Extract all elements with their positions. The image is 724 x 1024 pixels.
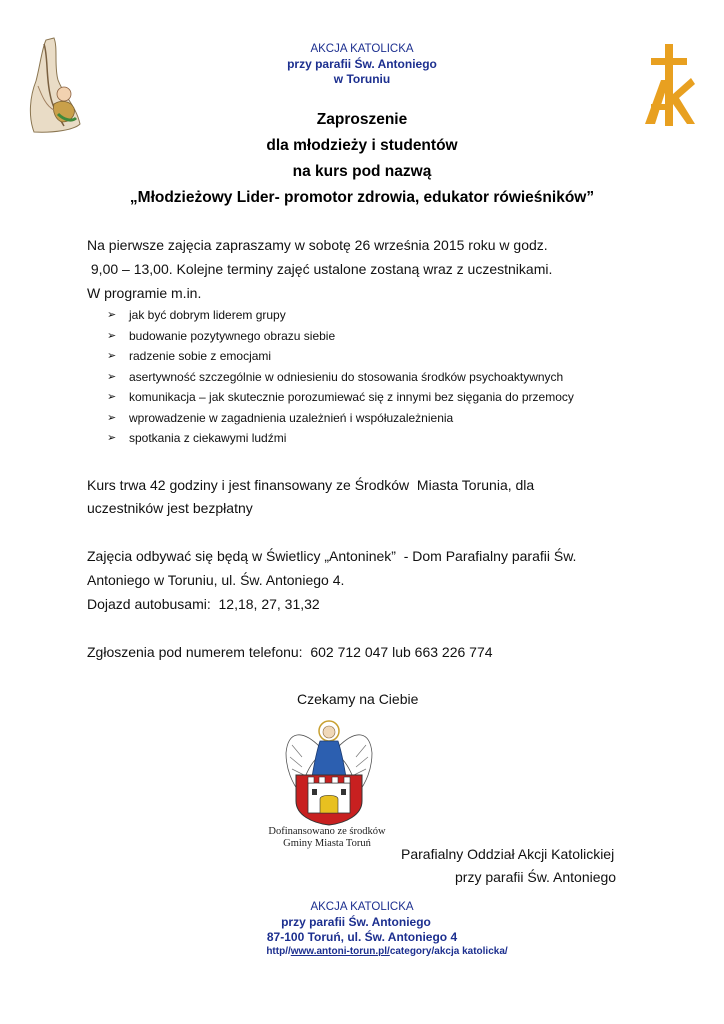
list-item: ➢ budowanie pozytywnego obrazu siebie — [107, 326, 667, 347]
location-line-1: Zajęcia odbywać się będą w Świetlicy „Antoninek” - Dom Parafialny parafii Św. — [87, 548, 577, 564]
location-line-3: Dojazd autobusami: 12,18, 27, 31,32 — [87, 596, 320, 612]
footer-url-suffix: category/akcja katolicka/ — [389, 946, 508, 957]
header-city: w Toruniu — [333, 72, 391, 86]
arrow-bullet-icon: ➢ — [107, 432, 117, 444]
list-item: ➢ asertywność szczególnie w odniesieniu do stosowania środków psychoaktywnych — [107, 367, 667, 388]
list-item: ➢ radzenie sobie z emocjami — [107, 346, 667, 367]
arrow-bullet-icon: ➢ — [107, 309, 117, 321]
torun-coat-of-arms — [282, 717, 376, 827]
closing-text: Czekamy na Ciebie — [297, 691, 419, 707]
course-line-1: Kurs trwa 42 godziny i jest finansowany ze Środków Miasta Torunia, dla — [87, 477, 535, 493]
list-item: ➢ spotkania z ciekawymi ludźmi — [107, 428, 667, 449]
footer-address: 87-100 Toruń, ul. Św. Antoniego 4 — [266, 930, 458, 944]
arrow-bullet-icon: ➢ — [107, 329, 117, 342]
title-course-label: na kurs pod nazwą — [292, 163, 432, 180]
website-link[interactable]: www.antoni-torun.pl/ — [290, 946, 390, 957]
footer-url-prefix: http// — [266, 946, 291, 957]
footer-org-name: AKCJA KATOLICKA — [310, 901, 414, 913]
header-parish: przy parafii Św. Antoniego — [287, 57, 437, 71]
funding-caption-line-2: Gminy Miasta Toruń — [283, 838, 371, 849]
funding-caption — [257, 826, 397, 850]
contact-phone: Zgłoszenia pod numerem telefonu: 602 712 047 lub 663 226 774 — [87, 644, 493, 660]
footer-url — [25, 946, 724, 957]
footer-parish: przy parafii Św. Antoniego — [281, 915, 431, 929]
funding-caption-line-1: Dofinansowano ze środków — [268, 826, 386, 837]
arrow-bullet-icon: ➢ — [107, 391, 117, 403]
signature-line-2: przy parafii Św. Antoniego — [455, 869, 617, 885]
title-invitation: Zaproszenie — [316, 111, 408, 128]
title-course-name: „Młodzieżowy Lider- promotor zdrowia, edukator rówieśników” — [129, 189, 595, 206]
list-item: ➢ komunikacja – jak skutecznie porozumiewać się z innymi bez sięgania do przemocy — [107, 387, 667, 408]
signature-line-1: Parafialny Oddział Akcji Katolickiej — [401, 846, 615, 862]
list-item: ➢ jak być dobrym liderem grupy — [107, 305, 667, 326]
arrow-bullet-icon: ➢ — [107, 350, 117, 362]
intro-line-1: Na pierwsze zajęcia zapraszamy w sobotę 26 września 2015 roku w godz. — [87, 237, 548, 253]
header-org-name: AKCJA KATOLICKA — [310, 43, 414, 55]
list-item: ➢ wprowadzenie w zagadnienia uzależnień i współuzależnienia — [107, 408, 667, 429]
intro-line-3: W programie m.in. — [87, 285, 202, 301]
course-line-2: uczestników jest bezpłatny — [87, 500, 253, 516]
program-list — [107, 305, 667, 449]
arrow-bullet-icon: ➢ — [107, 411, 117, 424]
title-audience: dla młodzieży i studentów — [266, 137, 458, 154]
intro-line-2: 9,00 – 13,00. Kolejne terminy zajęć ustalone zostaną wraz z uczestnikami. — [87, 261, 553, 277]
location-line-2: Antoniego w Toruniu, ul. Św. Antoniego 4. — [87, 572, 345, 588]
arrow-bullet-icon: ➢ — [107, 370, 117, 383]
